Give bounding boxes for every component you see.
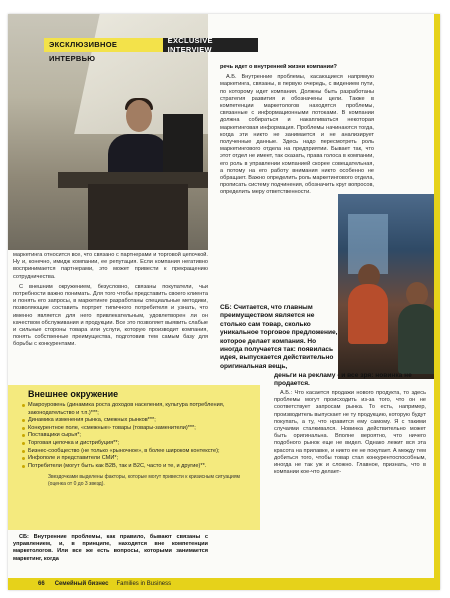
person-body: [398, 304, 438, 374]
chair: [88, 184, 188, 250]
list-item: Бизнес-сообщество (не только «рыночное», в более широком контексте);: [22, 448, 254, 456]
person-body: [348, 284, 388, 344]
pull-question: СБ: Считается, что главным преимуществом является не столько сам товар, сколько уникальное торговое предложение, которое делает компания. Но иногда получается так: появилась идея, выпускается действительно оригинальная вещь,: [220, 304, 338, 370]
list-item: Инфополе и представители СМИ*;: [22, 455, 254, 463]
accent-stripe: [434, 14, 440, 590]
right-answer: А.Б. Внутренние проблемы, касающиеся напрямую маркетинга, связаны, в первую очередь, с видением пути, по которому идет компания. Должны быть разработаны стратегия развития и обозначены цели. Также в компетенции маркетологов находятся проблемы, связанные с информационными потоками. В компании должна собираться и накапливаться некоторая маркетинговая информация. Проблемы начинаются тогда, когда эти никто не занимается и не анализирует полученные данные. Здесь надо пересмотреть роль маркетингового отдела на предприятии. Бывает так, что этот отдел не имеет, так сказать, права голоса в компании, его роль в управлении компанией скорее совещательная, а потому на его работу внимания никто особенно не обращает. Важно определить роль маркетингового отдела, прописать систему подчинения, обозначить круг вопросов, определить меру ответственности.: [220, 74, 374, 196]
list-item: Потребители (могут быть как B2B, так и B2C, часто и те, и другие)**.: [22, 463, 254, 471]
header-en: EXCLUSIVE INTERVIEW: [167, 36, 213, 54]
magazine-name-ru: Семейный бизнес: [54, 581, 109, 587]
list-item: Динамика изменения рынка, смежных рынков***;: [22, 417, 254, 425]
list-item: Поставщики сырья*;: [22, 432, 254, 440]
list-item: Макроуровень (динамика роста доходов населения, культура потребления, законодательство и т.п.)***;: [22, 402, 254, 417]
left-column: [13, 252, 208, 352]
sidebar-note: Звездочками выделены факторы, которые могут привести к кризисным ситуациям (оценка от 0 до 3 звезд).: [48, 474, 240, 487]
left-bottom-question: СБ: Внутренние проблемы, как правило, бывают связаны с управлением, и, в принципе, находятся вне компетенции маркетологов. Или все же есть вопросы, которыми занимается маркетинг, когда: [13, 534, 208, 562]
section-header: [44, 36, 258, 63]
pull-question-tail: деньги на рекламу - и все зря: новинка не продается.: [274, 372, 412, 388]
right-bottom-column: [274, 390, 426, 479]
page-footer: [8, 578, 440, 590]
sidebar-title: Внешнее окружение: [28, 389, 119, 399]
external-environment-box: [8, 385, 260, 530]
right-column: [220, 64, 374, 200]
header-ru: ЭКСКЛЮЗИВНОЕ ИНТЕРВЬЮ: [44, 38, 163, 52]
magazine-name-en: Families in Business: [116, 581, 172, 587]
sidebar-list: [8, 402, 260, 470]
right-question: речь идет о внутренней жизни компании?: [220, 64, 337, 70]
person-head: [126, 100, 152, 132]
meeting-photo: [338, 194, 440, 379]
right-bottom-answer: А.Б.: Что касается продажи нового продукта, то здесь проблемы могут происходить из-за того, что он не соответствует запросам рынка. То есть, например, производитель выпускает не ту продукцию, которую будут покупать, а ту, что нравится ему самому. Я с такими случаями сталкивался. Новинка действительно может быть оригинальна. Вполне вероятно, что ничего подобного рынок еще не видел. Однако лежит вся эта красота на прилавке, и никто ее не покупает. А между тем добиться того, чтобы товар стал конкурентоспособным, иногда не так уж и сложно. Главное, признать, что в компании кое-что делает-: [274, 390, 426, 476]
list-item: Торговая цепочка и дистрибуция**;: [22, 440, 254, 448]
magazine-page: [8, 14, 440, 590]
list-item: Конкурентное поле, «смежные» товары (товары-заменители)***;: [22, 425, 254, 433]
left-paragraph-2: С внешним окружением, безусловно, связаны покупатели, чьи потребности важно понимать. Для того чтобы представить своего клиента и понять его запросы, в маркетинге разработаны специальные методики, позволяющие составить портрет типичного потребителя и узнать, что именно является для него привлекательным, удовлетворен ли он качеством обслуживания и продукции. Все это позволяет выявить слабые и сильные стороны товара или услуги, которую производит компания, понять собственные преимущества, подготовив тем самым базу для борьбы с конкурентами.: [13, 283, 208, 348]
page-number: 66: [38, 581, 45, 587]
left-bottom-column: [13, 534, 208, 566]
person-head: [406, 282, 428, 306]
left-paragraph-1: маркетинга относится все, что связано с партнерами и торговой цепочкой. Ну и, конечно, имидж компании, ее репутация. Если компания негативно воспринимается партнерами, это может привести к прекращению сотрудничества.: [13, 252, 208, 280]
monitor: [163, 114, 203, 172]
